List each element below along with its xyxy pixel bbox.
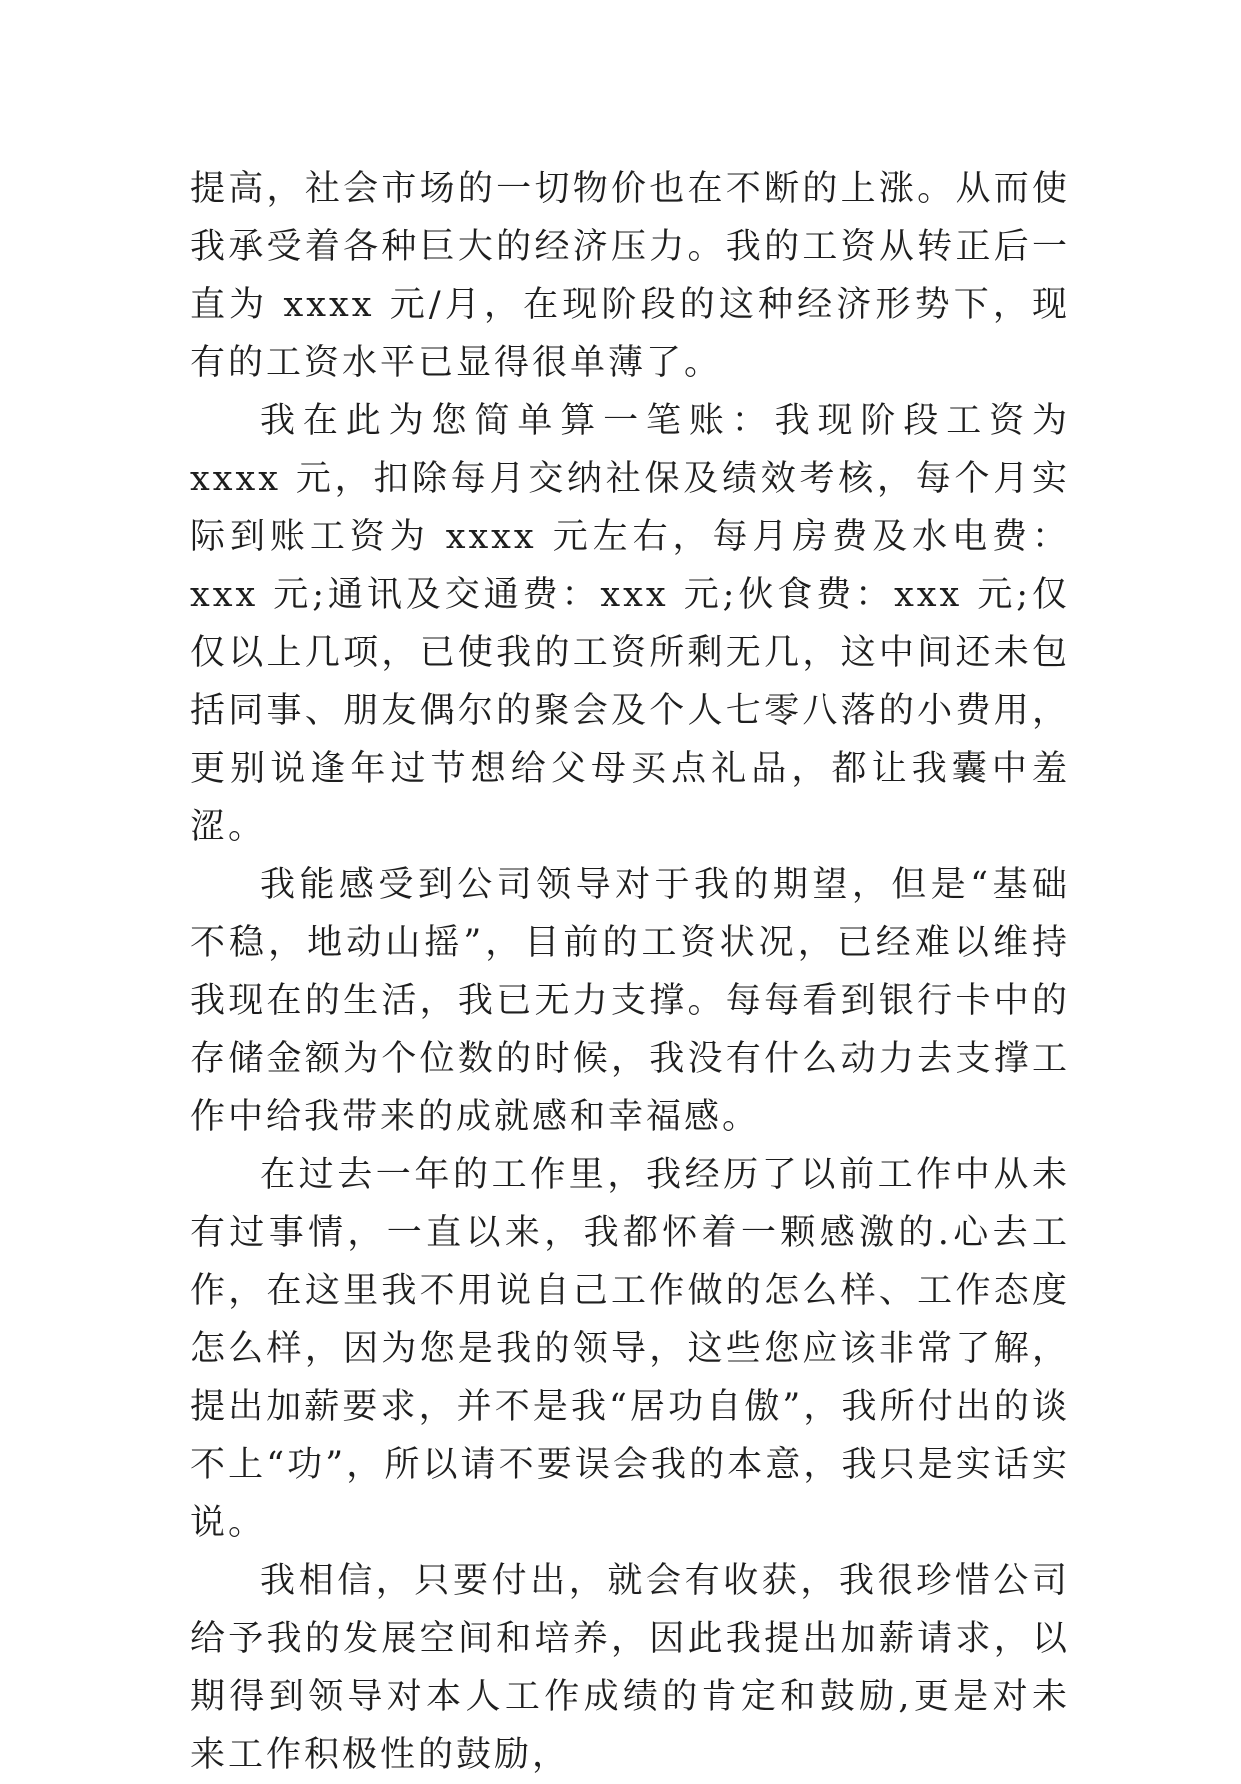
paragraph-1: 提高，社会市场的一切物价也在不断的上涨。从而使我承受着各种巨大的经济压力。我的工资从转正后一直为 xxxx 元/月，在现阶段的这种经济形势下，现有的工资水平已显得很单薄了。 <box>190 169 1070 383</box>
document-body <box>190 160 1070 1784</box>
paragraph-5: 我相信，只要付出，就会有收获，我很珍惜公司给予我的发展空间和培养，因此我提出加薪请求，以期得到领导对本人工作成绩的肯定和鼓励,更是对未来工作积极性的鼓励， <box>190 1561 1070 1775</box>
paragraph-3: 我能感受到公司领导对于我的期望，但是“基础不稳，地动山摇”，目前的工资状况，已经难以维持我现在的生活，我已无力支撑。每每看到银行卡中的存储金额为个位数的时候，我没有什么动力去支撑工作中给我带来的成就感和幸福感。 <box>190 865 1070 1137</box>
paragraph-2: 我在此为您简单算一笔账：我现阶段工资为 xxxx 元，扣除每月交纳社保及绩效考核，每个月实际到账工资为 xxxx 元左右，每月房费及水电费：xxx 元;通讯及交通费：xxx 元;伙食费：xxx 元;仅仅以上几项，已使我的工资所剩无几，这中间还未包括同事、朋友偶尔的聚会及个人七零八落的小费用，更别说逢年过节想给父母买点礼品，都让我囊中羞涩。 <box>190 401 1070 847</box>
paragraph-4: 在过去一年的工作里，我经历了以前工作中从未有过事情，一直以来，我都怀着一颗感激的.心去工作，在这里我不用说自己工作做的怎么样、工作态度怎么样，因为您是我的领导，这些您应该非常了解，提出加薪要求，并不是我“居功自傲”，我所付出的谈不上“功”，所以请不要误会我的本意，我只是实话实说。 <box>190 1155 1070 1543</box>
